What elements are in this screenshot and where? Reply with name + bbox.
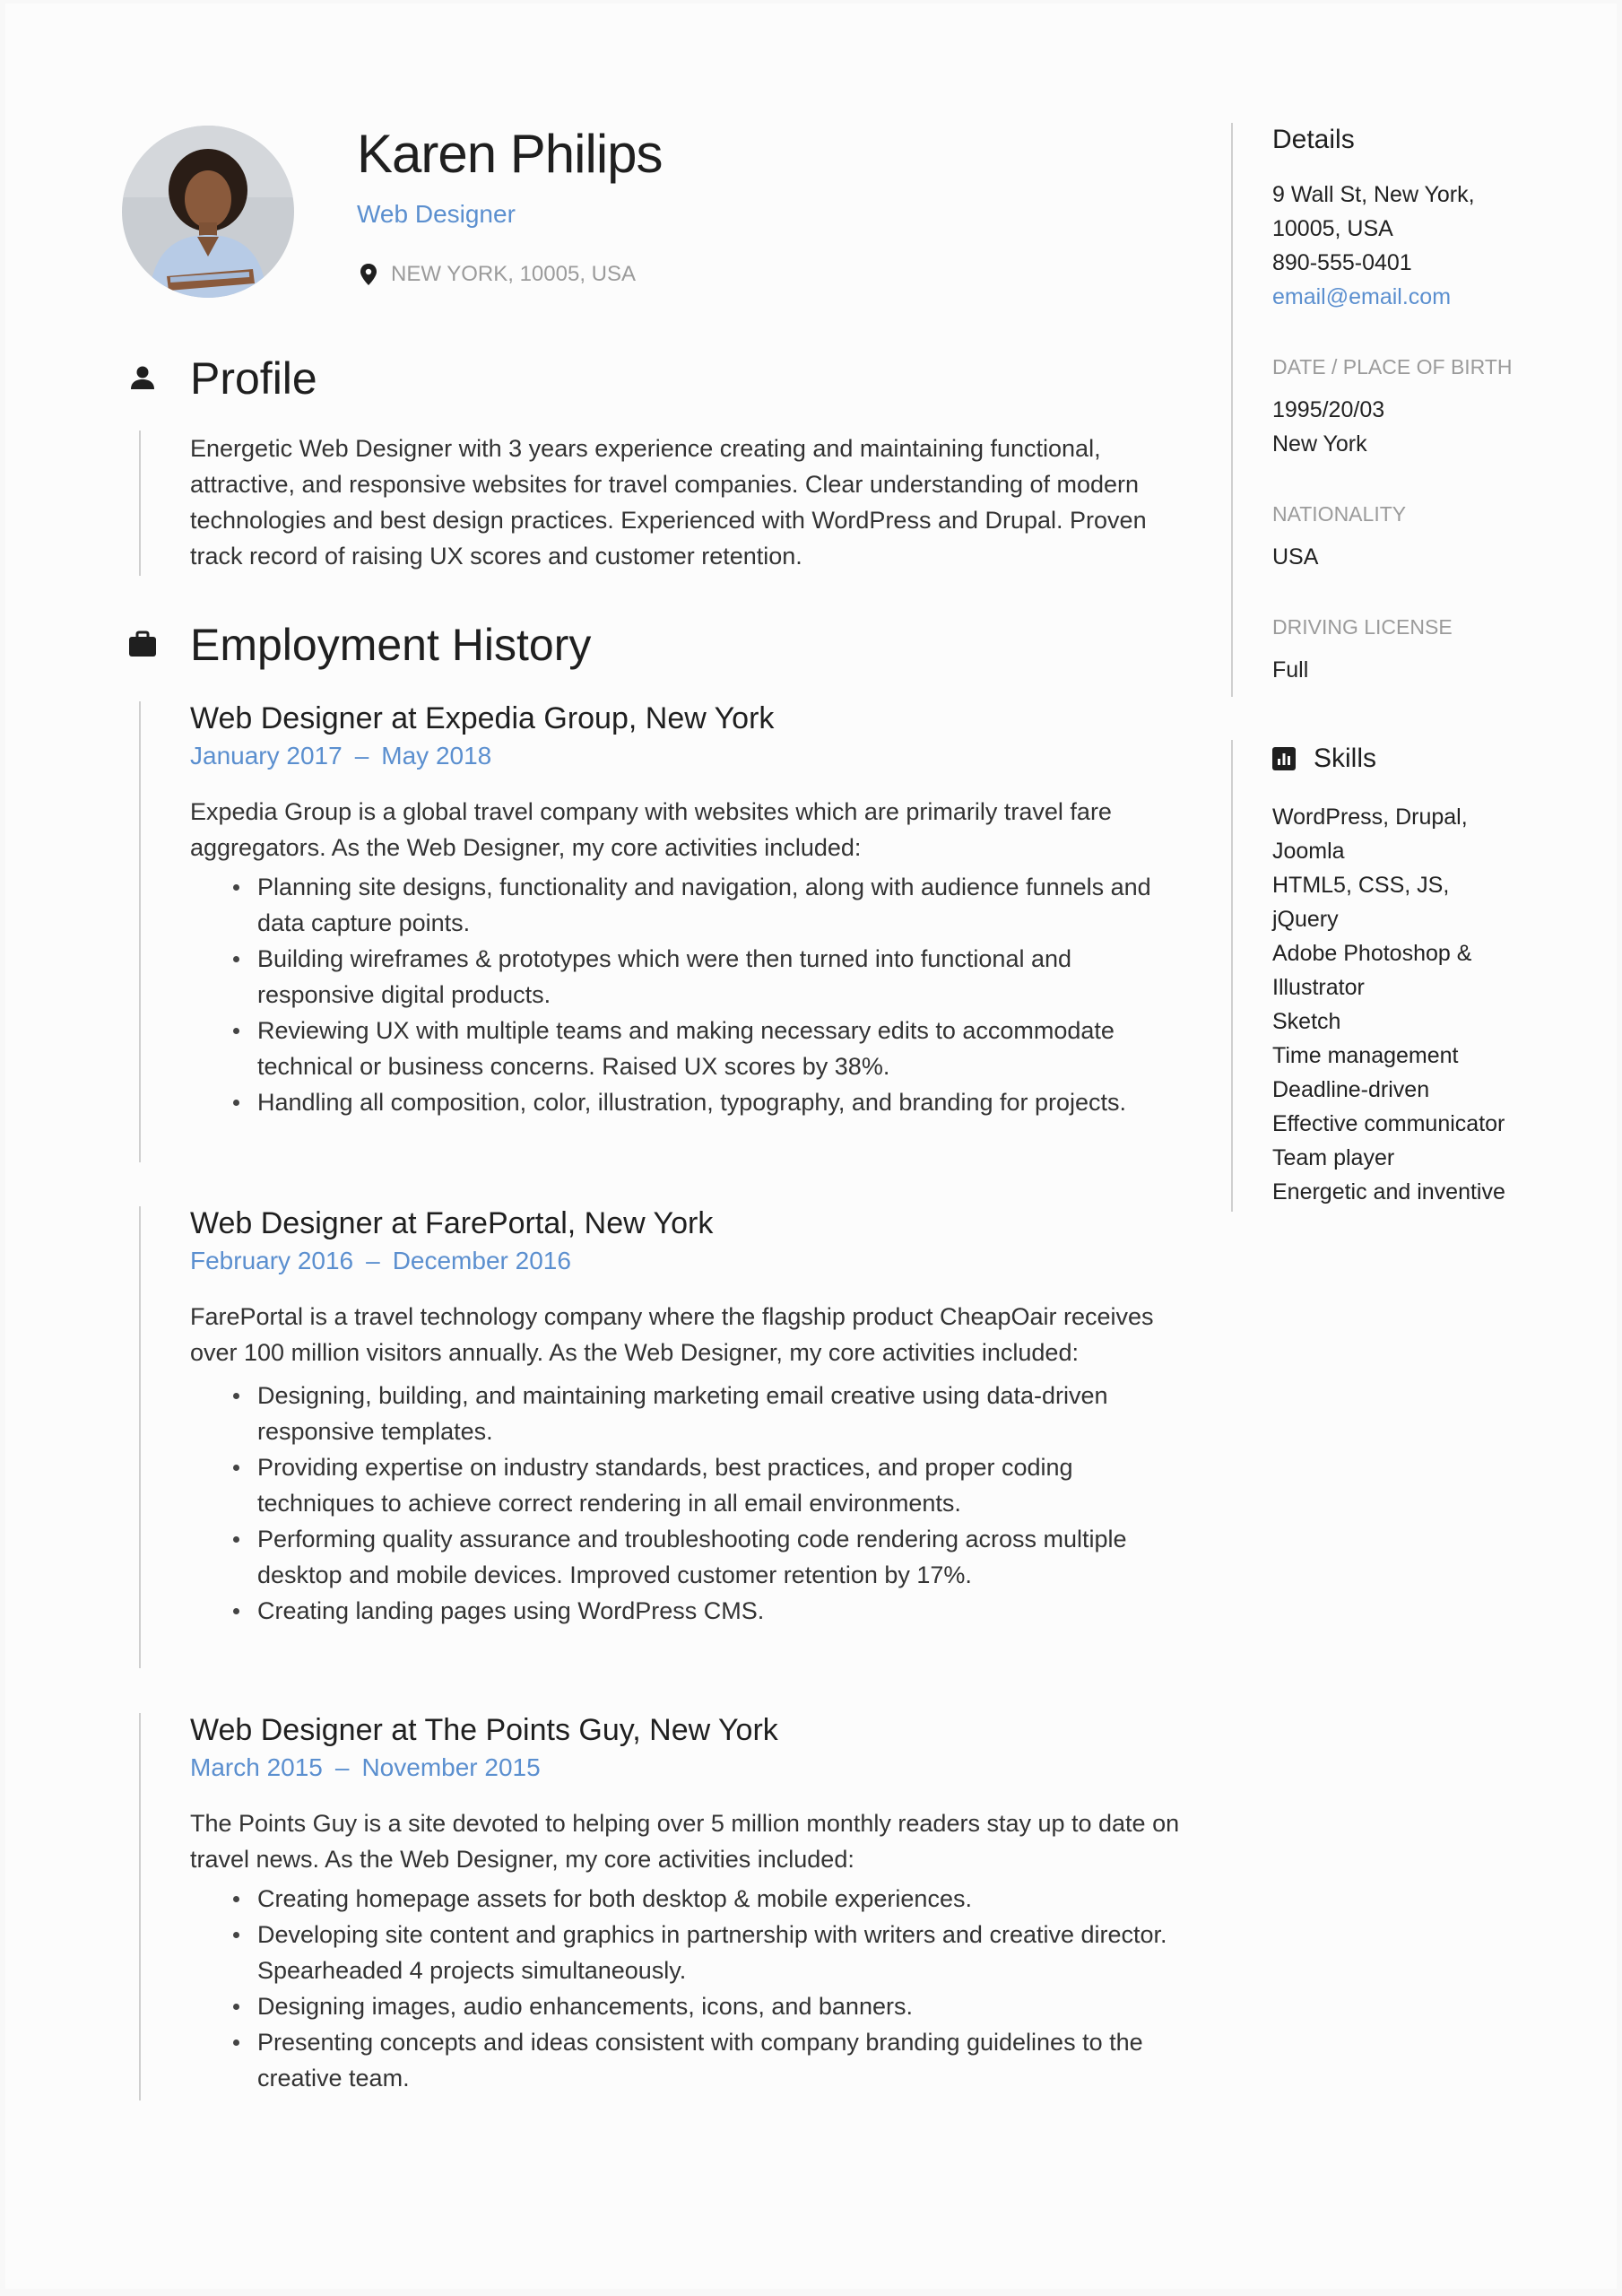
job-bullet xyxy=(190,1917,1185,1988)
job-heading: Web Designer at Expedia Group, New York xyxy=(190,701,775,735)
skill-item: Deadline-driven xyxy=(1272,1077,1430,1102)
profile-heading-label: Profile xyxy=(190,353,317,404)
nationality-label: NATIONALITY xyxy=(1272,502,1407,526)
bullet-dot xyxy=(233,1536,239,1543)
job-bullet xyxy=(190,869,1185,941)
job-entry xyxy=(190,1710,1185,2096)
employment-heading xyxy=(126,619,591,671)
candidate-location xyxy=(359,262,636,287)
job-start-date: March 2015 xyxy=(190,1753,323,1781)
date-separator: – xyxy=(334,1753,350,1781)
bullet-dot xyxy=(233,1393,239,1399)
employment-heading-label: Employment History xyxy=(190,620,592,670)
job-bullet-text: Presenting concepts and ideas consistent with company branding guidelines to the creative team. xyxy=(257,2029,1143,2092)
address-line-1: 9 Wall St, New York, xyxy=(1272,182,1475,207)
job-dates xyxy=(190,738,1185,774)
job-bullet-text: Planning site designs, functionality and navigation, along with audience funnels and data capture points. xyxy=(257,874,1151,936)
bullet-dot xyxy=(233,1608,239,1614)
birth-place: New York xyxy=(1272,431,1367,457)
job-bullet xyxy=(190,941,1185,1013)
job-bullet-text: Designing images, audio enhancements, icons, and banners. xyxy=(257,1993,913,2020)
job-bullet xyxy=(190,1881,1185,1917)
bullet-dot xyxy=(233,2004,239,2010)
job-entry xyxy=(190,699,1185,1120)
license-label: DRIVING LICENSE xyxy=(1272,615,1453,639)
date-separator: – xyxy=(354,742,369,770)
job-start-date: January 2017 xyxy=(190,742,343,770)
skill-item: Illustrator xyxy=(1272,975,1365,1000)
briefcase-icon xyxy=(126,628,160,662)
skills-heading xyxy=(1272,741,1568,777)
job-bullet-text: Building wireframes & prototypes which were then turned into functional and responsive digital products. xyxy=(257,945,1072,1008)
details-rule xyxy=(1231,123,1233,697)
job-heading: Web Designer at FarePortal, New York xyxy=(190,1206,714,1240)
skill-item: Time management xyxy=(1272,1043,1459,1068)
job-dates xyxy=(190,1750,1185,1786)
job-description: The Points Guy is a site devoted to helping over 5 million monthly readers stay up to date on travel news. As the Web Designer, my core activities included: xyxy=(190,1810,1180,1873)
job-bullet xyxy=(190,2024,1185,2096)
job-bullet xyxy=(190,1449,1185,1521)
job-bullet-text: Creating homepage assets for both desktop & mobile experiences. xyxy=(257,1885,972,1912)
job-heading: Web Designer at The Points Guy, New York xyxy=(190,1713,778,1747)
bullet-dot xyxy=(233,1465,239,1471)
job-bullet xyxy=(190,1084,1185,1120)
job-bullet-text: Developing site content and graphics in partnership with writers and creative director. Spearheaded 4 projects simultaneously. xyxy=(257,1921,1167,1984)
person-icon xyxy=(126,361,160,396)
job-bullet-text: Handling all composition, color, illustration, typography, and branding for projects. xyxy=(257,1089,1127,1116)
bullet-dot xyxy=(233,1028,239,1034)
job-rule xyxy=(139,701,141,1162)
bullet-dot xyxy=(233,884,239,891)
skill-item: Effective communicator xyxy=(1272,1111,1505,1136)
birth-label: DATE / PLACE OF BIRTH xyxy=(1272,355,1513,378)
skill-item: Joomla xyxy=(1272,839,1345,864)
job-bullet xyxy=(190,1013,1185,1084)
job-description: FarePortal is a travel technology company where the flagship product CheapOair receives over 100 million visitors annually. As the Web Designer, my core activities included: xyxy=(190,1303,1154,1366)
skill-item: WordPress, Drupal, xyxy=(1272,804,1468,830)
job-bullet-list xyxy=(190,869,1185,1120)
profile-summary: Energetic Web Designer with 3 years experience creating and maintaining functional, attractive, and responsive websites for travel companies. Clear understanding of modern technologies and best design practices. Experienced with WordPress and Drupal. Proven track record of raising UX scores and customer retention. xyxy=(190,435,1147,570)
job-bullet-text: Designing, building, and maintaining marketing email creative using data-driven responsive templates. xyxy=(257,1382,1108,1445)
phone-number: 890-555-0401 xyxy=(1272,250,1412,275)
job-description: Expedia Group is a global travel company with websites which are primarily travel fare aggregators. As the Web Designer, my core activities included: xyxy=(190,798,1112,861)
skills-rule xyxy=(1231,740,1233,1212)
license-value: Full xyxy=(1272,657,1309,683)
avatar xyxy=(122,126,294,298)
job-dates xyxy=(190,1243,1185,1279)
job-bullet-list xyxy=(190,1378,1185,1629)
job-rule xyxy=(139,1206,141,1668)
candidate-name: Karen Philips xyxy=(357,124,663,184)
job-bullet xyxy=(190,1521,1185,1593)
email-link[interactable]: email@email.com xyxy=(1272,284,1452,309)
bullet-dot xyxy=(233,1896,239,1902)
details-section xyxy=(1272,122,1568,687)
skill-item: Team player xyxy=(1272,1145,1395,1170)
bullet-dot xyxy=(233,1932,239,1938)
job-end-date: May 2018 xyxy=(381,742,492,770)
job-bullet xyxy=(190,1593,1185,1629)
bar-chart-icon xyxy=(1272,747,1296,770)
skill-item: Adobe Photoshop & xyxy=(1272,941,1472,966)
profile-heading xyxy=(126,352,317,404)
bullet-dot xyxy=(233,1100,239,1106)
job-bullet-text: Creating landing pages using WordPress CMS. xyxy=(257,1597,765,1624)
location-text: NEW YORK, 10005, USA xyxy=(391,262,636,286)
bullet-dot xyxy=(233,2039,239,2046)
job-entry xyxy=(190,1204,1185,1629)
job-bullet-text: Providing expertise on industry standards, best practices, and proper coding techniques to achieve correct rendering in all email environments. xyxy=(257,1454,1073,1517)
address-line-2: 10005, USA xyxy=(1272,216,1393,241)
skill-item: Sketch xyxy=(1272,1009,1341,1034)
skills-heading-label: Skills xyxy=(1314,744,1377,773)
job-rule xyxy=(139,1713,141,2100)
job-end-date: December 2016 xyxy=(392,1247,571,1274)
details-heading: Details xyxy=(1272,125,1355,154)
location-pin-icon xyxy=(359,263,378,286)
profile-rule xyxy=(139,430,141,576)
job-bullet xyxy=(190,1378,1185,1449)
job-bullet-text: Reviewing UX with multiple teams and making necessary edits to accommodate technical or business concerns. Raised UX scores by 38%. xyxy=(257,1017,1115,1080)
job-start-date: February 2016 xyxy=(190,1247,354,1274)
bullet-dot xyxy=(233,956,239,962)
skill-item: Energetic and inventive xyxy=(1272,1179,1505,1205)
skills-section xyxy=(1272,741,1568,1209)
birth-date: 1995/20/03 xyxy=(1272,397,1385,422)
date-separator: – xyxy=(366,1247,380,1274)
job-bullet xyxy=(190,1988,1185,2024)
job-bullet-list xyxy=(190,1881,1185,2096)
skill-item: jQuery xyxy=(1272,907,1339,932)
nationality-value: USA xyxy=(1272,544,1319,570)
job-bullet-text: Performing quality assurance and troubleshooting code rendering across multiple desktop and mobile devices. Improved customer retention by 17%. xyxy=(257,1526,1127,1588)
skill-item: HTML5, CSS, JS, xyxy=(1272,873,1450,898)
candidate-title: Web Designer xyxy=(357,200,516,228)
job-end-date: November 2015 xyxy=(361,1753,541,1781)
